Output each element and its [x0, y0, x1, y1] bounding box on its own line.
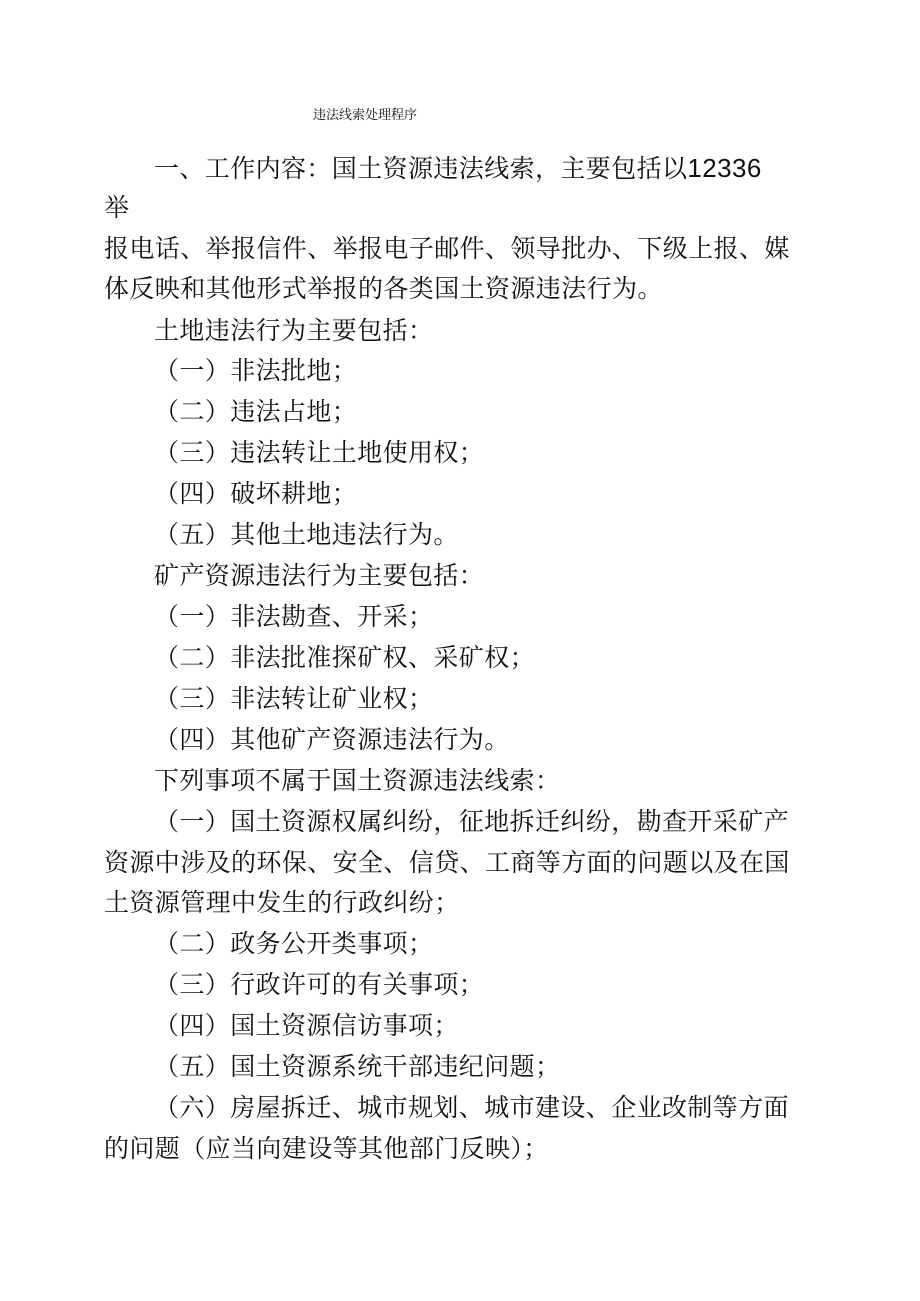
excluded-item-4: （四）国土资源信访事项；	[154, 1011, 459, 1040]
land-violation-item-4: （四）破坏耕地；	[154, 479, 358, 508]
excluded-item-2: （二）政务公开类事项；	[154, 929, 434, 958]
land-violation-item-2: （二）违法占地；	[154, 397, 358, 426]
excluded-item-1-line-2: 资源中涉及的环保、安全、信贷、工商等方面的问题以及在国	[104, 848, 790, 877]
land-violations-heading: 土地违法行为主要包括：	[154, 316, 434, 345]
excluded-item-6-line-1: （六）房屋拆迁、城市规划、城市建设、企业改制等方面	[154, 1093, 790, 1122]
land-violation-item-3: （三）违法转让土地使用权；	[154, 438, 485, 467]
excluded-item-1-line-3: 土资源管理中发生的行政纠纷；	[104, 888, 460, 917]
land-violation-item-1: （一）非法批地；	[154, 356, 358, 385]
section1-line3: 体反映和其他形式举报的各类国土资源违法行为。	[104, 274, 663, 303]
land-violation-item-5: （五）其他土地违法行为。	[154, 520, 459, 549]
excluded-item-1-line-1: （一）国土资源权属纠纷，征地拆迁纠纷，勘查开采矿产	[154, 807, 790, 836]
excluded-item-6-line-2: 的问题（应当向建设等其他部门反映）；	[104, 1134, 549, 1163]
excluded-item-3: （三）行政许可的有关事项；	[154, 970, 485, 999]
section1-heading-line	[154, 153, 762, 184]
document-title: 违法线索处理程序	[313, 108, 418, 123]
excluded-item-5: （五）国土资源系统干部违纪问题；	[154, 1052, 561, 1081]
mineral-violation-item-4: （四）其他矿产资源违法行为。	[154, 725, 510, 754]
hotline-number: 12336	[687, 153, 762, 183]
mineral-violation-item-3: （三）非法转让矿业权；	[154, 684, 434, 713]
section1-heading-wrap: 举	[104, 193, 130, 222]
section1-heading-text: 一、工作内容：国土资源违法线索，主要包括以	[154, 154, 688, 183]
mineral-violations-heading: 矿产资源违法行为主要包括：	[154, 561, 485, 590]
section1-line2: 报电话、举报信件、举报电子邮件、领导批办、下级上报、媒	[104, 234, 790, 263]
mineral-violation-item-2: （二）非法批准探矿权、采矿权；	[154, 643, 536, 672]
excluded-heading: 下列事项不属于国土资源违法线索：	[154, 766, 561, 795]
mineral-violation-item-1: （一）非法勘查、开采；	[154, 602, 434, 631]
